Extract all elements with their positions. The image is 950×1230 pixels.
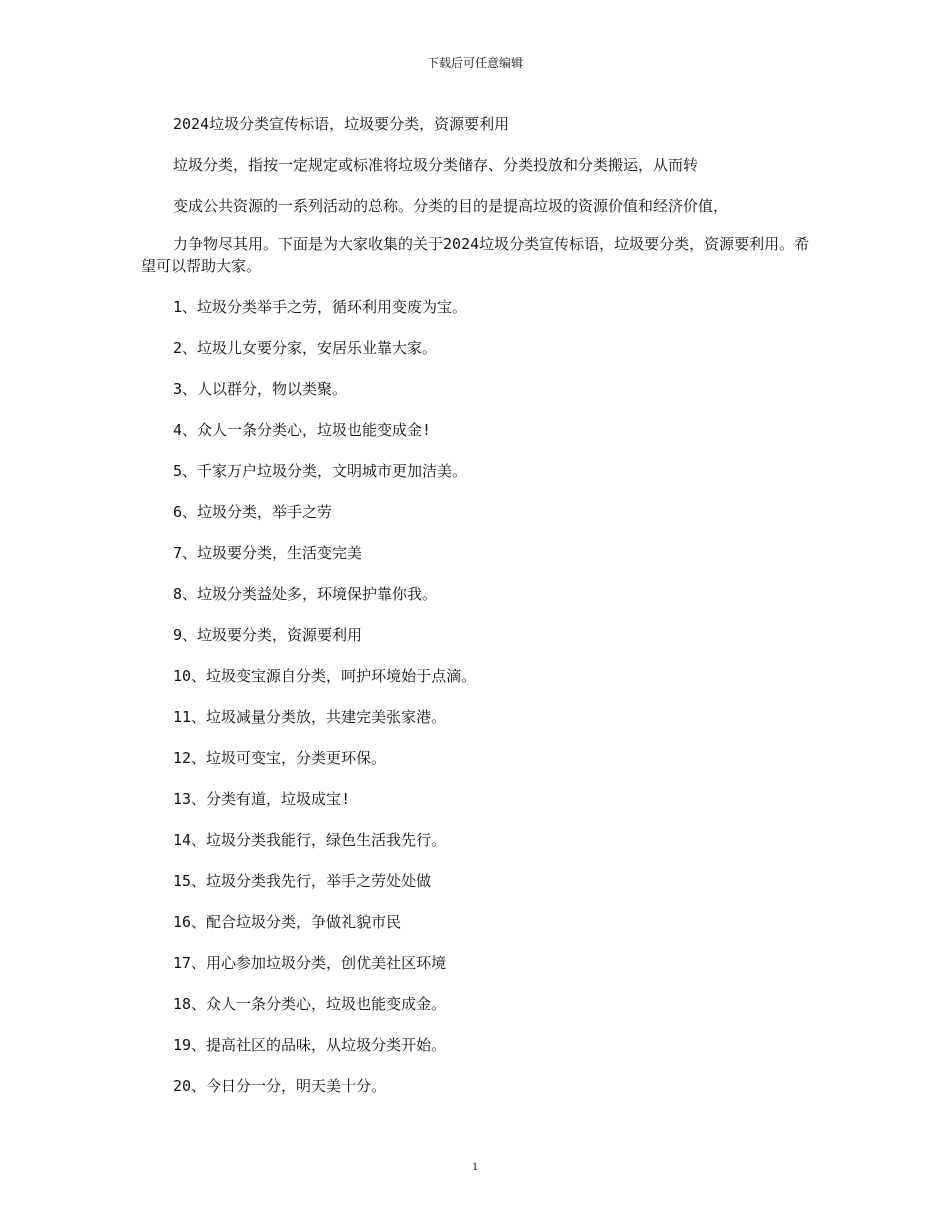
slogan-item: 13、分类有道，垃圾成宝! [173,790,351,808]
slogan-item: 1、垃圾分类举手之劳，循环利用变废为宝。 [173,298,468,316]
slogan-item: 11、垃圾减量分类放，共建完美张家港。 [173,708,447,726]
slogan-item: 3、人以群分，物以类聚。 [173,380,348,398]
document-title-line: 2024垃圾分类宣传标语，垃圾要分类，资源要利用 [173,115,510,133]
slogan-item: 16、配合垃圾分类，争做礼貌市民 [173,913,402,931]
slogan-list [141,296,811,1116]
slogan-item: 5、千家万户垃圾分类，文明城市更加洁美。 [173,462,468,480]
slogan-item: 10、垃圾变宝源自分类，呵护环境始于点滴。 [173,667,477,685]
slogan-item: 14、垃圾分类我能行，绿色生活我先行。 [173,831,447,849]
slogan-item: 12、垃圾可变宝，分类更环保。 [173,749,387,767]
slogan-item: 19、提高社区的品味，从垃圾分类开始。 [173,1036,447,1054]
slogan-item: 7、垃圾要分类，生活变完美 [173,544,363,562]
page-number: 1 [472,1159,478,1173]
slogan-item: 18、众人一条分类心，垃圾也能变成金。 [173,995,447,1013]
intro-paragraph-3: 力争物尽其用。下面是为大家收集的关于2024垃圾分类宣传标语，垃圾要分类，资源要利用。希望可以帮助大家。 [141,235,810,275]
slogan-item: 9、垃圾要分类，资源要利用 [173,626,363,644]
intro-paragraph-2: 变成公共资源的一系列活动的总称。分类的目的是提高垃圾的资源价值和经济价值， [173,197,729,215]
intro-paragraph-1: 垃圾分类，指按一定规定或标准将垃圾分类储存、分类投放和分类搬运，从而转 [173,156,699,174]
page-header: 下载后可任意编辑 [426,56,523,70]
slogan-item: 2、垃圾儿女要分家，安居乐业靠大家。 [173,339,438,357]
document-body [141,113,811,1116]
slogan-item: 4、众人一条分类心，垃圾也能变成金! [173,421,432,439]
slogan-item: 8、垃圾分类益处多，环境保护靠你我。 [173,585,438,603]
slogan-item: 20、今日分一分，明天美十分。 [173,1077,387,1095]
slogan-item: 15、垃圾分类我先行，举手之劳处处做 [173,872,432,890]
slogan-item: 6、垃圾分类，举手之劳 [173,503,333,521]
slogan-item: 17、用心参加垃圾分类，创优美社区环境 [173,954,447,972]
